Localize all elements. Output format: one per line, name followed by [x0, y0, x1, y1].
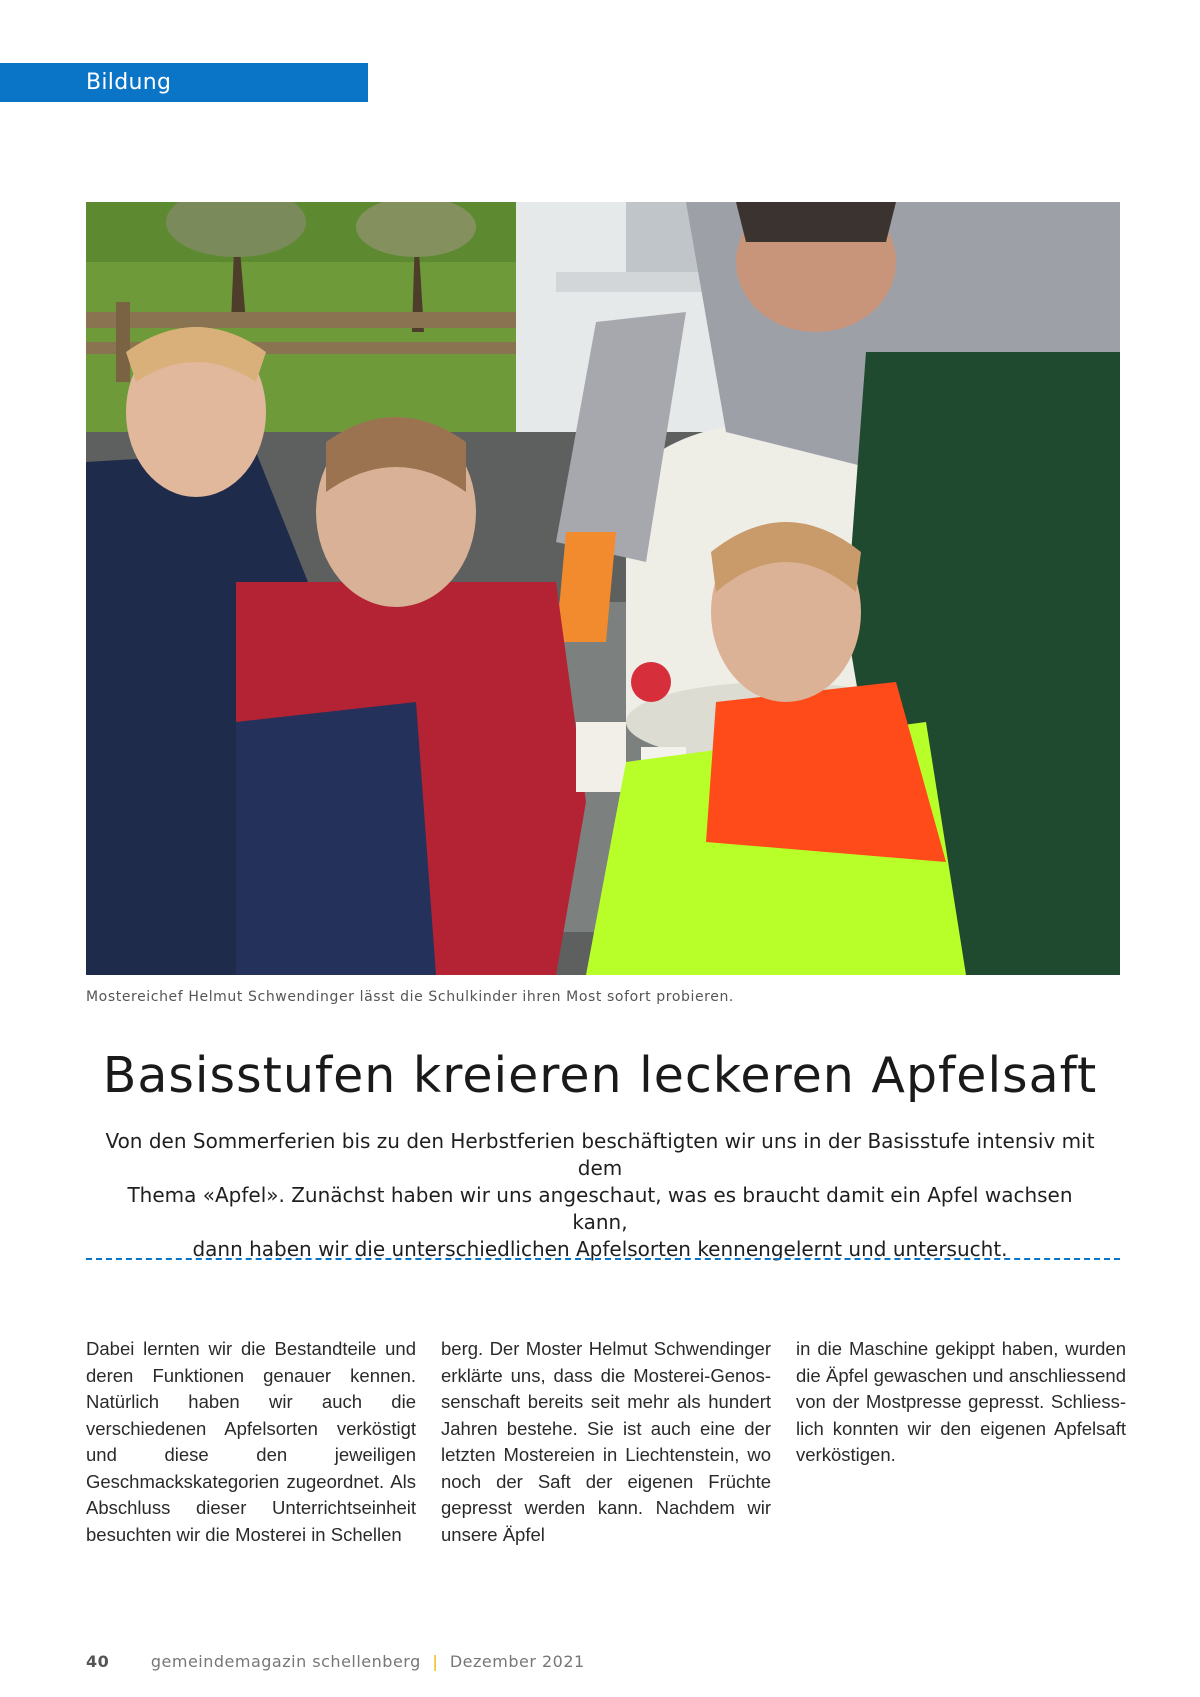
article-title: Basisstufen kreieren leckeren Apfelsaft — [102, 1047, 1098, 1104]
page-footer — [86, 1652, 585, 1671]
article-lead — [100, 1128, 1100, 1263]
lead-line: Thema «Apfel». Zunächst haben wir uns angeschaut, was es braucht damit ein Apfel wachsen kann, — [127, 1183, 1073, 1234]
lead-line: Von den Sommerferien bis zu den Herbstferien beschäftigten wir uns in der Basisstufe intensiv mit dem — [105, 1129, 1095, 1180]
publication-name: gemeindemagazin schellenberg — [150, 1652, 421, 1671]
dashed-divider — [86, 1258, 1120, 1260]
page-number: 40 — [86, 1652, 110, 1671]
issue-date: Dezember 2021 — [449, 1652, 585, 1671]
section-label: Bildung — [0, 63, 368, 102]
body-column-3: in die Maschine gekippt haben, wurden die Äpfel gewaschen und anschliessend von der Mostpresse gepresst. Schliesslich konnten wir den eigenen Apfelsaft verköstigen. — [796, 1338, 1126, 1465]
body-column-1: Dabei lernten wir die Bestandteile und deren Funktionen genauer kennen. Natürlich haben wir auch die verschiedenen Apfelsorten verköstigt und diese den jeweiligen Geschmackskategorien zugeordnet. Als Abschluss dieser Unterrichtseinheit besuchten wir die Mosterei in Schellen — [86, 1338, 416, 1545]
photo-caption: Mostereichef Helmut Schwendinger lässt die Schulkinder ihren Most sofort probieren. — [86, 989, 734, 1005]
body-column-2: berg. Der Moster Helmut Schwendinger erklärte uns, dass die Mosterei-Genossenschaft bereits seit mehr als hundert Jahren bestehe. Sie ist auch eine der letzten Mostereien in Liechtenstein, wo noch der Saft der eigenen Früchte gepresst werden kann. Nachdem wir unsere Äpfel — [441, 1338, 771, 1545]
article-photo — [86, 202, 1120, 975]
lead-line: dann haben wir die unterschiedlichen Apfelsorten kennengelernt und untersucht. — [192, 1237, 1008, 1261]
footer-separator: | — [432, 1652, 439, 1671]
